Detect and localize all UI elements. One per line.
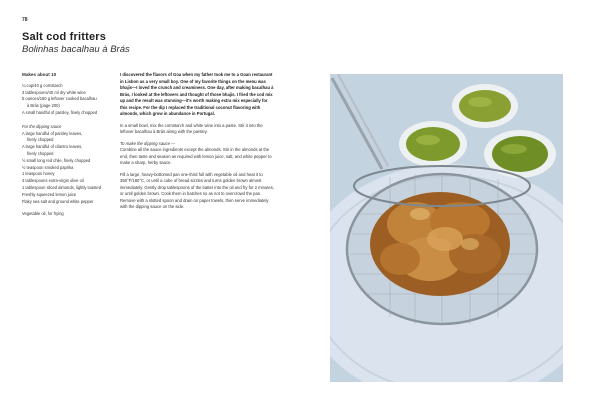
fritters — [370, 192, 510, 296]
ingredient-line: ½ small long red chile, finely chopped — [22, 157, 91, 163]
method-step: Fill a large, heavy-bottomed pan one-third full with vegetable oil and heat it to 355°F/180°C, or until a cube of bread sizzles and turns golden brown almost immediately. Gently drop tablespoons of the batter into the oil and fry for 2 minutes, or until golden brown. Cook them in batches so as not to overcrowd the pan. Remove with a slotted spoon and drain on paper towels, then serve immediately with the dipping sauce on the side. — [120, 171, 275, 209]
ingredient-line: ¼ cup/40 g cornstarch — [22, 82, 63, 88]
page-number: 78 — [22, 17, 28, 23]
recipe-subtitle: Bolinhas bacalhau à Brás — [22, 44, 130, 55]
sauce-bowl — [399, 121, 467, 167]
ingredient-line: 4 tablespoons extra-virgin olive oil — [22, 178, 84, 184]
ingredient-line: ½ teaspoon smoked paprika — [22, 164, 74, 170]
ingredient-line: A large handful of parsley leaves, — [22, 130, 83, 136]
method-text — [120, 72, 276, 216]
ingredient-line: 1 teaspoon honey — [22, 171, 55, 177]
fritters-in-basket-illustration — [330, 74, 563, 382]
ingredient-line: finely chopped — [27, 137, 54, 143]
recipe-intro: I discovered the flavors of Goa when my father took me to a Goan restaurant in Lisbon as a very small boy. One of my favorite things on the menu was bhajis—I loved the crunch and creaminess. One day, after making bacalhau à Brás, I looked at the leftovers and thought of those bhajis. I fried the cod mix up and the result was stunning—it's worth making extra mix especially for this recipe. For the dip I replaced the traditional coconut flavoring with almonds, which grow in abundance in Portugal. — [120, 72, 274, 116]
ingredient-line: 5 ounces/150 g leftover cooked bacalhau — [22, 96, 97, 102]
ingredient-line: Vegetable oil, for frying — [22, 211, 64, 217]
ingredients-list — [22, 72, 110, 218]
ingredient-line: à Brás (page 200) — [27, 103, 60, 109]
sauce-bowl — [452, 84, 518, 128]
ingredient-line: Freshly squeezed lemon juice — [22, 191, 77, 197]
method-step: Combine all the sauce ingredients except the almonds. Stir in the almonds at the end, then taste and season as required with lemon juice, salt, and white pepper to make a sharp, herby sauce. — [120, 147, 272, 165]
yield-label: Makes about 10 — [22, 72, 57, 77]
sauce-step-heading: To make the dipping sauce — — [120, 140, 176, 146]
ingredient-line: Flaky sea salt and ground white pepper — [22, 198, 94, 204]
sauce-subheading: For the dipping sauce — [22, 123, 62, 129]
recipe-title: Salt cod fritters — [22, 31, 107, 43]
food-photo — [330, 74, 563, 382]
ingredient-line: 3 tablespoons/40 ml dry white wine — [22, 89, 86, 95]
ingredient-line: A small handful of parsley, finely chopped — [22, 109, 98, 115]
method-step: In a small bowl, mix the cornstarch and white wine into a paste. Stir it into the leftover bacalhau à Brás along with the parsley. — [120, 122, 263, 134]
ingredient-line: A large handful of cilantro leaves, — [22, 144, 83, 150]
ingredient-line: 1 tablespoon sliced almonds, lightly toasted — [22, 184, 101, 190]
ingredient-line: finely chopped — [27, 150, 54, 156]
